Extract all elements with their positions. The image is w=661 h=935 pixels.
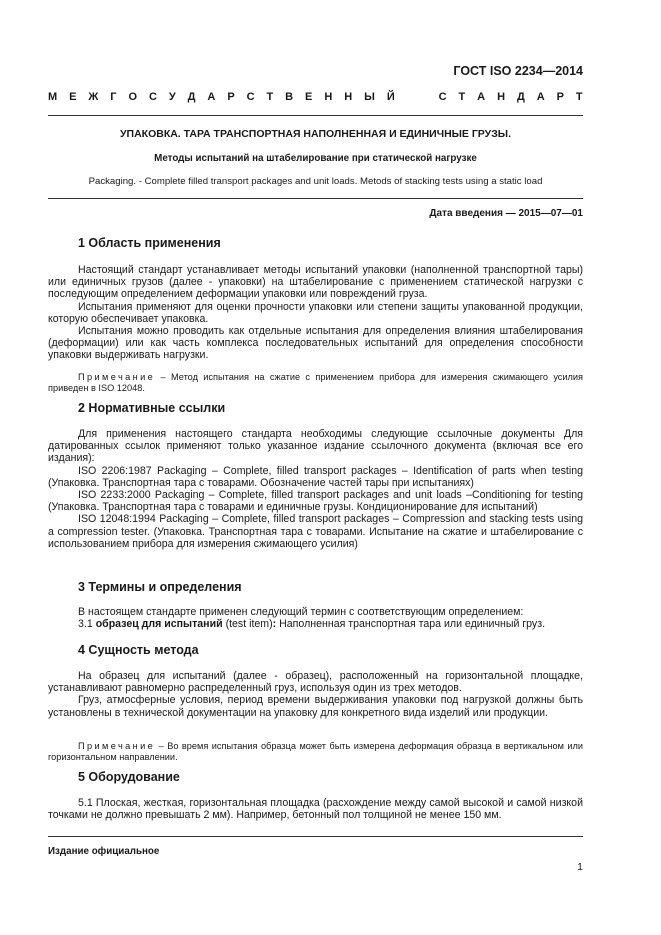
category-letter: Т [458,91,466,103]
document-subtitle: Методы испытаний на штабелирование при статической нагрузке [154,153,477,164]
section-body-5 [48,797,583,821]
category-letter: Т [575,91,583,103]
paragraph: Испытания можно проводить как отдельные испытания для определения влияния штабелирования (деформации) или как часть комплекса последовательных испытаний для определения способности упаковки выдерживать нагрузки. [48,325,583,362]
category-letter: А [536,91,545,103]
section-body-1 [48,264,583,362]
page-number: 1 [577,861,583,873]
category-letter: А [207,91,216,103]
section-heading-4: 4 Сущность метода [78,643,199,657]
term: образец для испытаний [95,618,223,631]
paragraph: На образец для испытаний (далее - образец), расположенный на горизонтальной площадке, устанавливают равномерно распределенный груз, используя один из трех методов. [48,670,583,695]
category-letter: Ж [88,91,99,103]
category-letter: Ы [364,91,375,103]
note-1 [48,372,583,394]
section-heading-1: 1 Область применения [78,236,221,250]
paragraph: Настоящий стандарт устанавливает методы испытаний упаковки (наполненной транспортной тары) или единичных грузов (далее - упаковки) на штабелирование с применением статической нагрузки с последующим определением деформации упаковки или повреждений груза. [48,264,583,301]
edition-label: Издание официальное [48,846,160,857]
category-letter: Р [227,91,235,103]
paragraph: Испытания применяют для оценки прочности упаковки или степени защиты упакованной продукции, которую обеспечивает упаковка. [48,300,583,325]
standard-code: ГОСТ ISO 2234—2014 [453,64,583,78]
paragraph: ISO 2233:2000 Packaging – Complete, filled transport packages and unit loads –Conditioning for testing (Упаковка. Транспортная тара с товарами и единичные грузы. Кондиционирование для испытаний) [48,489,583,514]
standard-category [48,91,583,103]
introduction-date: Дата введения — 2015—07—01 [429,208,583,219]
paragraph: ISO 12048:1994 Packaging – Complete, filled transport packages – Compression and stacking tests using a compression tester. (Упаковка. Транспортная тара с товарами. Испытание на сжатие и штабелирование с использованием прибора для измерения сжимающего усилия) [48,513,583,550]
category-letter: Н [497,91,506,103]
section-body-4 [48,670,583,719]
category-letter: С [148,91,157,103]
category-letter: Е [305,91,313,103]
category-letter: В [285,91,294,103]
category-letter: Е [69,91,77,103]
title-divider [48,198,583,199]
category-letter: С [438,91,447,103]
word-gap [407,91,427,103]
paragraph: Груз, атмосферные условия, период времени выдерживания упаковки под нагрузкой должны быть установлены в технической документации на упаковку для конкретного вида изделий или продукции. [48,694,583,719]
top-divider [48,115,583,116]
category-letter: Й [386,91,395,103]
section-body-2 [48,428,583,550]
paragraph: ISO 2206:1987 Packaging – Complete, filled transport packages – Identification of parts when testing (Упаковка. Транспортная тара с товарами. Обозначение частей тары при испытаниях) [48,464,583,489]
footer-divider [48,836,583,837]
section-heading-2: 2 Нормативные ссылки [78,401,226,415]
paragraph: Для применения настоящего стандарта необходимы следующие ссылочные документы Для датированных ссылок применяют только указанное издание ссылочного документа (включая все его издания): [48,428,583,465]
category-letter: Д [187,91,196,103]
category-letter: Н [344,91,353,103]
category-letter: М [48,91,58,103]
section-body-3 [48,606,583,630]
document-title-english: Packaging. - Complete filled transport packages and unit loads. Metods of stacking tests using a static load [88,176,543,187]
category-letter: Д [516,91,525,103]
paragraph: 5.1 Плоская, жесткая, горизонтальная площадка (расхождение между самой высокой и самой низкой точками не должно превышать 2 мм). Например, бетонный пол толщиной не менее 150 мм. [48,797,583,822]
note-text: – Метод испытания на сжатие с применением прибора для измерения сжимающего усилия приведен в ISO 12048. [48,372,584,393]
note-4 [48,741,583,763]
term-definition: 3.1 образец для испытаний (test item): Наполненная транспортная тара или единичный груз. [78,618,546,631]
category-letter: Г [110,91,117,103]
note-label: Примечание [78,372,156,382]
category-letter: Р [556,91,564,103]
category-letter: Т [266,91,274,103]
section-heading-5: 5 Оборудование [78,770,180,784]
category-letter: У [168,91,176,103]
category-letter: О [128,91,138,103]
note-label: Примечание [78,741,156,751]
document-title: УПАКОВКА. ТАРА ТРАНСПОРТНАЯ НАПОЛНЕННАЯ И ЕДИНИЧНЫЕ ГРУЗЫ. [120,128,511,140]
category-letter: С [246,91,255,103]
section-heading-3: 3 Термины и определения [78,580,242,594]
category-letter: А [477,91,486,103]
category-letter: Н [324,91,333,103]
note-text: – Во время испытания образца может быть измерена деформация образца в вертикальном или горизонтальном направлении. [48,741,583,762]
paragraph: В настоящем стандарте применен следующий термин с соответствующим определением: [78,606,524,618]
